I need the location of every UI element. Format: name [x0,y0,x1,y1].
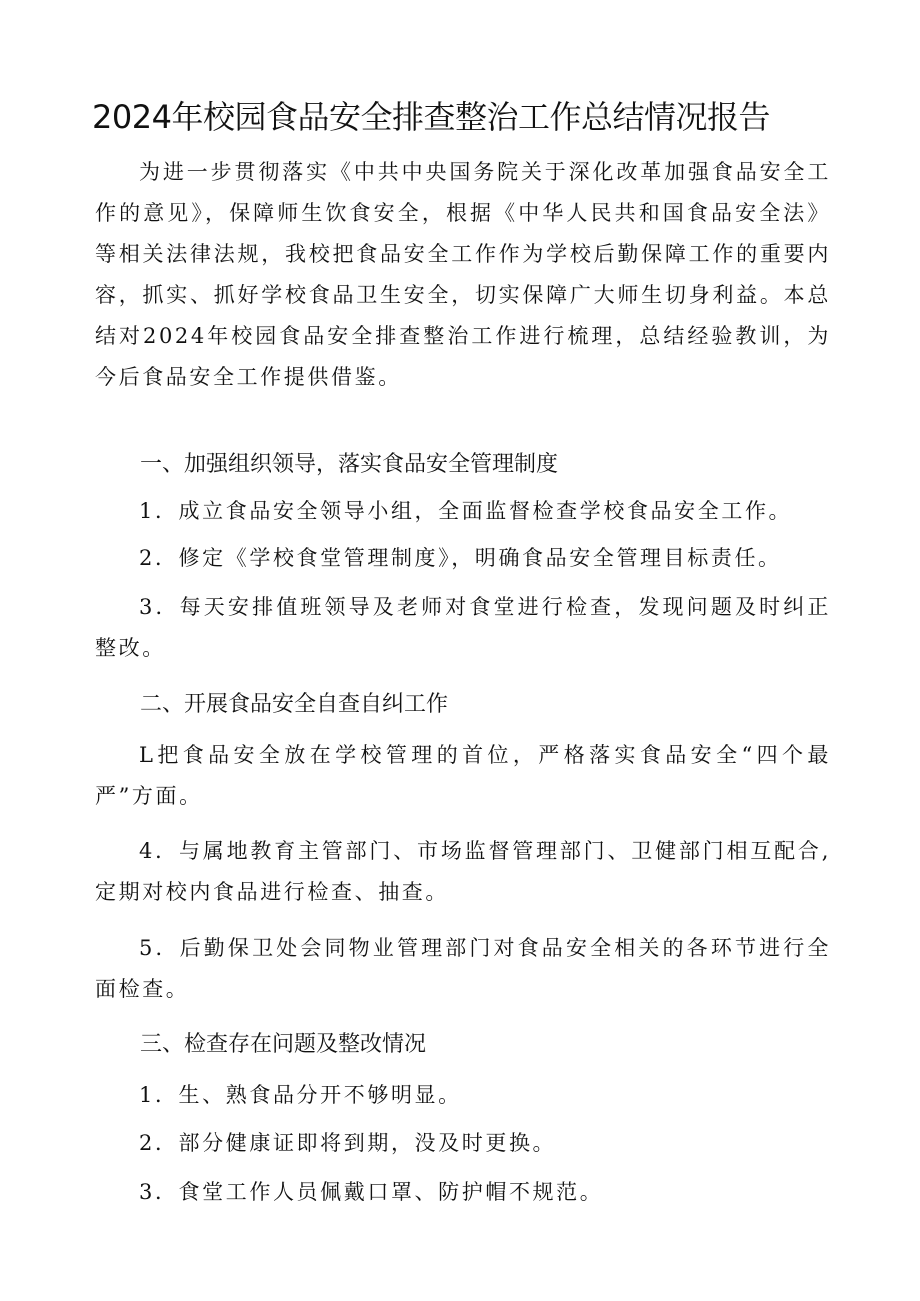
section-2-item-3: 5．后勤保卫处会同物业管理部门对食品安全相关的各环节进行全面检查。 [95,936,831,1001]
section-2-item-2: 4．与属地教育主管部门、市场监督管理部门、卫健部门相互配合,定期对校内食品进行检查、抽查。 [95,839,831,904]
section-1-item-3: 3．每天安排值班领导及老师对食堂进行检查，发现问题及时纠正整改。 [95,595,831,660]
section-heading-1: 一、加强组织领导，落实食品安全管理制度 [140,452,559,477]
section-3-item-1: 1．生、熟食品分开不够明显。 [139,1083,462,1107]
section-heading-2: 二、开展食品安全自查自纠工作 [140,692,449,717]
document-title: 2024年校园食品安全排查整治工作总结情况报告 [92,98,770,136]
section-1-item-2: 2．修定《学校食堂管理制度》，明确食品安全管理目标责任。 [139,546,782,570]
intro-paragraph: 为进一步贯彻落实《中共中央国务院关于深化改革加强食品安全工作的意见》，保障师生饮食安全，根据《中华人民共和国食品安全法》等相关法律法规，我校把食品安全工作作为学校后勤保障工作的重要内容，抓实、抓好学校食品卫生安全，切实保障广大师生切身利益。本总结对2024年校园食品安全排查整治工作进行梳理，总结经验教训，为今后食品安全工作提供借鉴。 [95,160,831,389]
section-heading-3: 三、检查存在问题及整改情况 [140,1032,427,1057]
section-3-item-3: 3．食堂工作人员佩戴口罩、防护帽不规范。 [139,1180,604,1204]
section-2-item-1: L把食品安全放在学校管理的首位，严格落实食品安全“四个最严”方面。 [95,743,831,808]
section-1-item-1: 1．成立食品安全领导小组，全面监督检查学校食品安全工作。 [139,499,793,523]
section-3-item-2: 2．部分健康证即将到期，没及时更换。 [139,1131,557,1155]
